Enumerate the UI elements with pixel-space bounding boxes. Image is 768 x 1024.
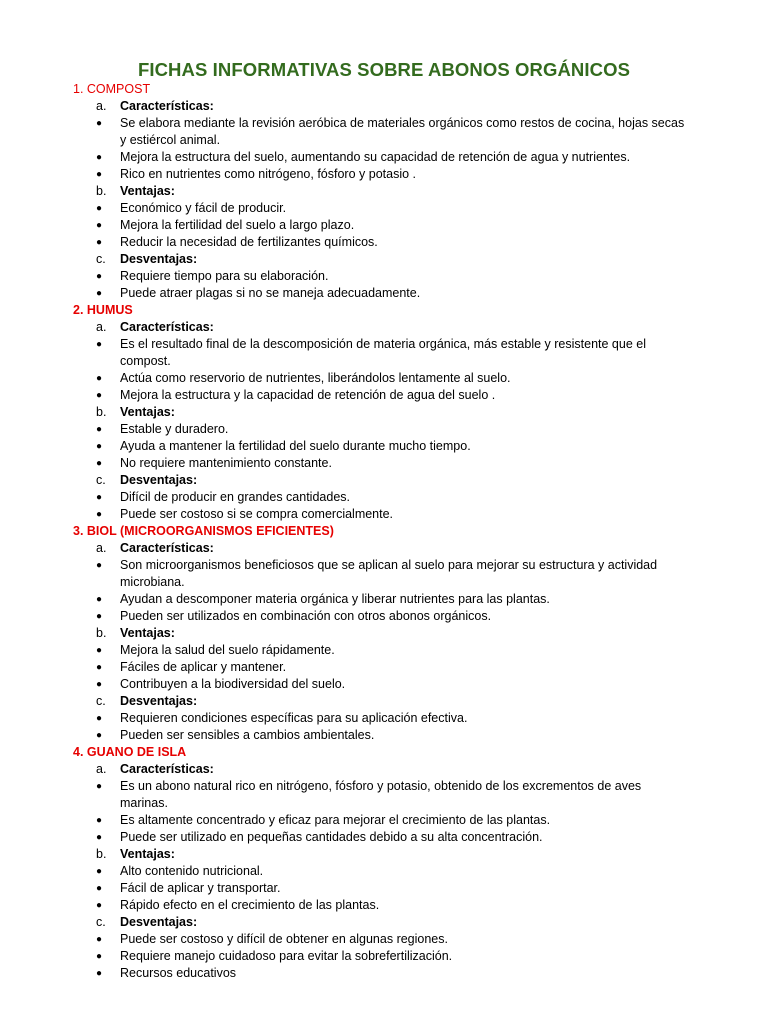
- bullet-icon: ●: [96, 611, 103, 622]
- bullet-icon: ●: [96, 934, 103, 945]
- list-item-text: Alto contenido nutricional.: [120, 864, 264, 878]
- sub-heading-label: Ventajas:: [120, 405, 175, 419]
- sub-heading-label: Desventajas:: [120, 252, 198, 266]
- list-item: [0, 217, 768, 234]
- bullet-icon: ●: [96, 509, 103, 520]
- bullet-icon: ●: [96, 424, 103, 435]
- list-item: [0, 506, 768, 523]
- sub-heading-letter: a.: [96, 99, 107, 113]
- list-item: [0, 948, 768, 965]
- list-item-text: Requiere tiempo para su elaboración.: [120, 269, 329, 283]
- list-item-text: Recursos educativos: [120, 966, 237, 980]
- list-item: [0, 931, 768, 948]
- list-item: [0, 234, 768, 251]
- list-item: [0, 387, 768, 404]
- sub-heading: [0, 846, 768, 863]
- sub-heading: [0, 251, 768, 268]
- bullet-icon: ●: [96, 900, 103, 911]
- bullet-icon: ●: [96, 152, 103, 163]
- list-item: [0, 438, 768, 455]
- list-item-text: Es un abono natural rico en nitrógeno, fósforo y potasio, obtenido de los excrementos de aves marinas.: [120, 779, 642, 810]
- list-item-text: Es altamente concentrado y eficaz para mejorar el crecimiento de las plantas.: [120, 813, 551, 827]
- list-item: [0, 778, 768, 812]
- bullet-icon: ●: [96, 594, 103, 605]
- list-item-text: Ayudan a descomponer materia orgánica y liberar nutrientes para las plantas.: [120, 592, 550, 606]
- list-item: [0, 421, 768, 438]
- list-item-text: Reducir la necesidad de fertilizantes químicos.: [120, 235, 378, 249]
- sub-heading-letter: a.: [96, 762, 107, 776]
- list-item: [0, 115, 768, 149]
- list-item-text: Se elabora mediante la revisión aeróbica de materiales orgánicos como restos de cocina, hojas secas y estiércol animal.: [120, 116, 685, 147]
- list-item: [0, 268, 768, 285]
- list-item: [0, 166, 768, 183]
- section: [0, 744, 768, 982]
- sub-heading-label: Características:: [120, 541, 214, 555]
- list-item-text: Mejora la estructura del suelo, aumentando su capacidad de retención de agua y nutrientes.: [120, 150, 631, 164]
- sub-heading: [0, 693, 768, 710]
- section: [0, 523, 768, 744]
- section: [0, 81, 768, 302]
- bullet-icon: ●: [96, 203, 103, 214]
- bullet-icon: ●: [96, 560, 103, 571]
- section-heading: 2. HUMUS: [73, 303, 133, 317]
- section-heading: 1. COMPOST: [73, 82, 151, 96]
- sub-heading-label: Ventajas:: [120, 847, 175, 861]
- sub-heading-letter: b.: [96, 184, 107, 198]
- sub-heading-label: Ventajas:: [120, 184, 175, 198]
- list-item-text: Puede atraer plagas si no se maneja adecuadamente.: [120, 286, 421, 300]
- list-item-text: Mejora la salud del suelo rápidamente.: [120, 643, 335, 657]
- list-item: [0, 676, 768, 693]
- list-item-text: Requiere manejo cuidadoso para evitar la sobrefertilización.: [120, 949, 453, 963]
- section-heading: 4. GUANO DE ISLA: [73, 745, 187, 759]
- sub-heading-letter: b.: [96, 405, 107, 419]
- bullet-icon: ●: [96, 339, 103, 350]
- list-item: [0, 727, 768, 744]
- bullet-icon: ●: [96, 492, 103, 503]
- sub-heading-letter: a.: [96, 541, 107, 555]
- bullet-icon: ●: [96, 866, 103, 877]
- bullet-icon: ●: [96, 169, 103, 180]
- bullet-icon: ●: [96, 237, 103, 248]
- bullet-icon: ●: [96, 271, 103, 282]
- bullet-icon: ●: [96, 781, 103, 792]
- list-item: [0, 965, 768, 982]
- bullet-icon: ●: [96, 662, 103, 673]
- bullet-icon: ●: [96, 968, 103, 979]
- sub-heading: [0, 472, 768, 489]
- sub-heading: [0, 98, 768, 115]
- bullet-icon: ●: [96, 713, 103, 724]
- list-item: [0, 591, 768, 608]
- sub-heading-letter: a.: [96, 320, 107, 334]
- sub-heading: [0, 540, 768, 557]
- list-item: [0, 557, 768, 591]
- list-item-text: Mejora la fertilidad del suelo a largo plazo.: [120, 218, 355, 232]
- sub-heading: [0, 404, 768, 421]
- list-item-text: Pueden ser sensibles a cambios ambientales.: [120, 728, 375, 742]
- sub-heading-letter: c.: [96, 252, 106, 266]
- bullet-icon: ●: [96, 883, 103, 894]
- bullet-icon: ●: [96, 815, 103, 826]
- sub-heading-label: Desventajas:: [120, 473, 198, 487]
- sub-heading-letter: c.: [96, 473, 106, 487]
- list-item: [0, 710, 768, 727]
- list-item-text: Difícil de producir en grandes cantidades.: [120, 490, 350, 504]
- bullet-icon: ●: [96, 832, 103, 843]
- list-item: [0, 812, 768, 829]
- list-item: [0, 200, 768, 217]
- list-item-text: Es el resultado final de la descomposición de materia orgánica, más estable y resistente que el compost.: [120, 337, 646, 368]
- sub-heading-letter: b.: [96, 847, 107, 861]
- list-item: [0, 489, 768, 506]
- list-item-text: Ayuda a mantener la fertilidad del suelo durante mucho tiempo.: [120, 439, 471, 453]
- sub-heading-letter: b.: [96, 626, 107, 640]
- list-item-text: Rápido efecto en el crecimiento de las plantas.: [120, 898, 380, 912]
- list-item: [0, 880, 768, 897]
- sub-heading: [0, 183, 768, 200]
- list-item: [0, 336, 768, 370]
- bullet-icon: ●: [96, 288, 103, 299]
- list-item: [0, 659, 768, 676]
- bullet-icon: ●: [96, 220, 103, 231]
- section-heading: 3. BIOL (MICROORGANISMOS EFICIENTES): [73, 524, 334, 538]
- list-item: [0, 370, 768, 387]
- bullet-icon: ●: [96, 118, 103, 129]
- sub-heading: [0, 319, 768, 336]
- bullet-icon: ●: [96, 458, 103, 469]
- sub-heading-label: Ventajas:: [120, 626, 175, 640]
- sub-heading-letter: c.: [96, 915, 106, 929]
- list-item-text: Fáciles de aplicar y mantener.: [120, 660, 287, 674]
- sub-heading-label: Características:: [120, 99, 214, 113]
- list-item: [0, 455, 768, 472]
- list-item-text: Rico en nutrientes como nitrógeno, fósforo y potasio .: [120, 167, 416, 181]
- sub-heading: [0, 625, 768, 642]
- list-item: [0, 829, 768, 846]
- list-item-text: Estable y duradero.: [120, 422, 229, 436]
- list-item: [0, 608, 768, 625]
- list-item: [0, 642, 768, 659]
- list-item-text: Contribuyen a la biodiversidad del suelo.: [120, 677, 346, 691]
- bullet-icon: ●: [96, 679, 103, 690]
- bullet-icon: ●: [96, 730, 103, 741]
- sub-heading-label: Desventajas:: [120, 694, 198, 708]
- sub-heading-label: Características:: [120, 320, 214, 334]
- list-item-text: Puede ser costoso si se compra comercialmente.: [120, 507, 394, 521]
- list-item-text: Puede ser costoso y difícil de obtener en algunas regiones.: [120, 932, 448, 946]
- sub-heading-label: Desventajas:: [120, 915, 198, 929]
- page-title: FICHAS INFORMATIVAS SOBRE ABONOS ORGÁNICOS: [137, 59, 631, 80]
- list-item: [0, 285, 768, 302]
- list-item-text: Fácil de aplicar y transportar.: [120, 881, 281, 895]
- list-item-text: Actúa como reservorio de nutrientes, liberándolos lentamente al suelo.: [120, 371, 511, 385]
- document-body: [0, 81, 768, 982]
- list-item-text: Pueden ser utilizados en combinación con otros abonos orgánicos.: [120, 609, 492, 623]
- sub-heading-letter: c.: [96, 694, 106, 708]
- bullet-icon: ●: [96, 441, 103, 452]
- list-item: [0, 863, 768, 880]
- bullet-icon: ●: [96, 373, 103, 384]
- bullet-icon: ●: [96, 951, 103, 962]
- sub-heading: [0, 914, 768, 931]
- list-item: [0, 897, 768, 914]
- list-item-text: Son microorganismos beneficiosos que se aplican al suelo para mejorar su estructura y actividad microbiana.: [120, 558, 658, 589]
- list-item-text: No requiere mantenimiento constante.: [120, 456, 332, 470]
- sub-heading-label: Características:: [120, 762, 214, 776]
- bullet-icon: ●: [96, 645, 103, 656]
- list-item-text: Económico y fácil de producir.: [120, 201, 287, 215]
- sub-heading: [0, 761, 768, 778]
- section: [0, 302, 768, 523]
- list-item-text: Requieren condiciones específicas para su aplicación efectiva.: [120, 711, 468, 725]
- list-item-text: Mejora la estructura y la capacidad de retención de agua del suelo .: [120, 388, 496, 402]
- list-item-text: Puede ser utilizado en pequeñas cantidades debido a su alta concentración.: [120, 830, 543, 844]
- list-item: [0, 149, 768, 166]
- bullet-icon: ●: [96, 390, 103, 401]
